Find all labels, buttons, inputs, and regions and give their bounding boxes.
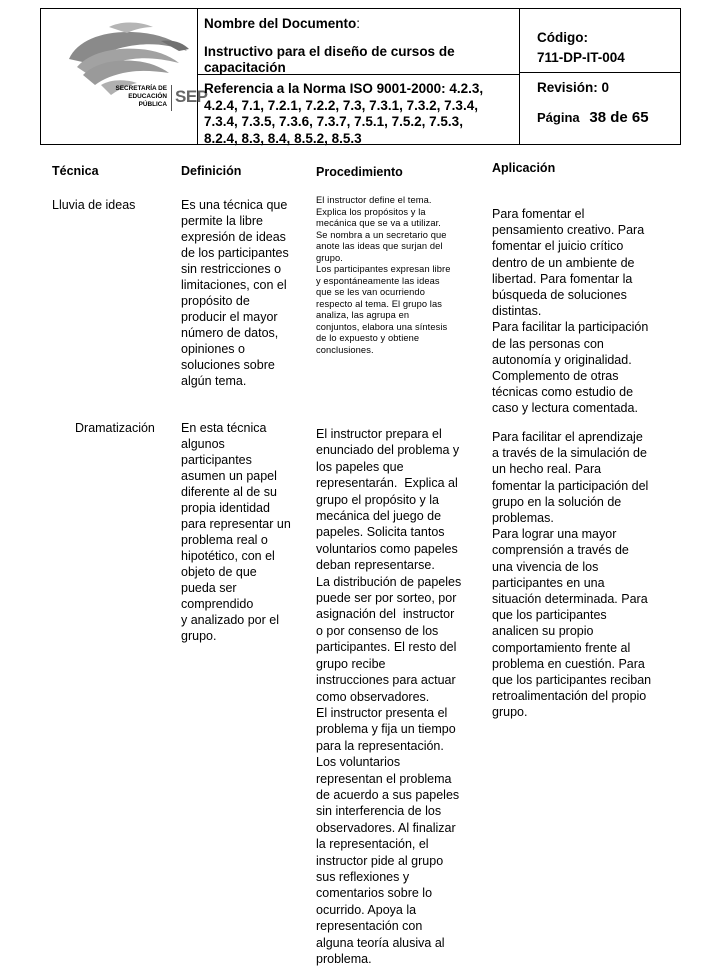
row-definicion xyxy=(181,197,289,389)
text-line: situación determinada. Para xyxy=(492,592,648,607)
doc-name-value: Instructivo para el diseño de cursos de xyxy=(204,44,455,59)
text-line: dentro de un ambiente de xyxy=(492,255,635,270)
text-line: grupo recibe xyxy=(316,656,386,671)
text-line: comportamiento frente al xyxy=(492,640,631,655)
text-line: sin restricciones o xyxy=(181,262,282,276)
text-line: problema y fija un tiempo xyxy=(316,722,456,737)
text-line: problemas. xyxy=(492,511,554,526)
text-line: o por consenso de los xyxy=(316,623,439,638)
text-line: alguna teoría alusiva al xyxy=(316,935,445,950)
row-aplicacion xyxy=(492,206,648,417)
text-line: comprensión a través de xyxy=(492,543,629,558)
text-line: diferente al de su xyxy=(181,485,277,499)
text-line: voluntarios como papeles xyxy=(316,541,458,556)
text-line: Para fomentar el xyxy=(492,207,585,221)
text-line: Para facilitar la participación xyxy=(492,320,649,335)
text-line: El instructor presenta el xyxy=(316,705,448,720)
page-label: Página xyxy=(537,110,580,125)
text-line: Se nombra a un secretario que xyxy=(316,229,447,240)
text-line: El instructor define el tema. xyxy=(316,195,432,205)
text-line: retroalimentación del propio xyxy=(492,689,647,704)
header-divider xyxy=(519,72,681,73)
text-line: grupo. xyxy=(316,252,343,263)
text-line: Los voluntarios xyxy=(316,755,401,770)
text-line: la representación, el xyxy=(316,837,429,852)
text-line: ocurrido. Apoya la xyxy=(316,902,417,917)
page-value: 38 de 65 xyxy=(589,109,649,126)
text-line: comprendido xyxy=(181,597,254,611)
text-line: participantes. El resto del xyxy=(316,640,457,655)
doc-name-value: capacitación xyxy=(204,60,286,75)
text-line: de acuerdo a sus papeles xyxy=(316,787,460,802)
text-line: El instructor prepara el xyxy=(316,427,442,441)
header-divider xyxy=(519,9,520,144)
text-line: instructor pide al grupo xyxy=(316,853,444,868)
text-line: puede ser por sorteo, por xyxy=(316,591,457,606)
text-line: Para facilitar el aprendizaje xyxy=(492,430,643,444)
text-line: producir el mayor xyxy=(181,310,278,324)
column-header-aplicacion: Aplicación xyxy=(492,161,556,175)
iso-reference: Referencia a la Norma ISO 9001-2000: 4.2.3, xyxy=(204,81,484,96)
text-line: de las personas con xyxy=(492,336,604,351)
logo-sep-text: SEP xyxy=(175,87,208,106)
text-line: sus reflexiones y xyxy=(316,869,410,884)
text-line: y espontáneamente las ideas xyxy=(316,275,440,286)
text-line: fomentar el juicio crítico xyxy=(492,239,624,254)
row-procedimiento xyxy=(316,426,461,967)
text-line: instrucciones para actuar xyxy=(316,673,456,688)
text-line: propósito de xyxy=(181,294,250,308)
text-line: La distribución de papeles xyxy=(316,574,462,589)
text-line: objeto de que xyxy=(181,565,257,579)
text-line: un hecho real. Para xyxy=(492,462,602,477)
eagle-emblem-icon xyxy=(49,19,199,137)
text-line: fomentar la participación del xyxy=(492,478,649,493)
text-line: hipotético, con el xyxy=(181,549,275,563)
doc-name-label: Nombre del Documento xyxy=(204,16,357,31)
text-line: número de datos, xyxy=(181,326,279,340)
text-line: limitaciones, con el xyxy=(181,278,287,292)
text-line: representan el problema xyxy=(316,771,452,786)
text-line: grupo el propósito y la xyxy=(316,492,439,507)
column-header-procedimiento: Procedimiento xyxy=(316,165,403,179)
logo-separator xyxy=(171,85,172,111)
text-line: grupo. xyxy=(492,705,528,720)
text-line: conclusiones. xyxy=(316,344,374,355)
iso-reference: 8.2.4, 8.3, 8.4, 8.5.2, 8.5.3 xyxy=(204,130,362,146)
text-line: enunciado del problema y xyxy=(316,443,460,458)
iso-reference: 4.2.4, 7.1, 7.2.1, 7.2.2, 7.3, 7.3.1, 7.3.2, 7.3.4, xyxy=(204,97,478,113)
text-line: participantes xyxy=(181,453,252,467)
text-line: anote las ideas que surjan del xyxy=(316,241,443,251)
text-line: algunos xyxy=(181,437,225,451)
code-label: Código: xyxy=(537,30,588,45)
text-line: Para lograr una mayor xyxy=(492,527,617,542)
logo-text: PÚBLICA xyxy=(138,101,167,108)
text-line: observadores. Al finalizar xyxy=(316,820,456,835)
text-line: y analizado por el xyxy=(181,613,279,627)
text-line: asumen un papel xyxy=(181,469,277,483)
text-line: Es una técnica que xyxy=(181,198,288,212)
sep-logo xyxy=(49,19,208,137)
text-line: los papeles que xyxy=(316,459,404,474)
text-line: analicen su propio xyxy=(492,624,594,639)
text-line: una vivencia de los xyxy=(492,559,599,574)
text-line: libertad. Para fomentar la xyxy=(492,271,633,286)
logo-text: EDUCACIÓN xyxy=(128,93,167,100)
text-line: mecánica del juego de xyxy=(316,509,442,524)
text-line: representarán. Explica al xyxy=(316,476,458,491)
text-line: deban representarse. xyxy=(316,558,435,573)
text-line: búsqueda de soluciones xyxy=(492,288,627,303)
text-line: asignación del instructor xyxy=(316,607,455,622)
text-line: algún tema. xyxy=(181,374,247,388)
text-line: que los participantes reciban xyxy=(492,673,652,688)
row-tecnica: Lluvia de ideas xyxy=(52,198,136,212)
text-line: autonomía y originalidad. xyxy=(492,352,632,367)
text-line: expresión de ideas xyxy=(181,230,286,244)
row-definicion xyxy=(181,420,291,644)
text-line: pensamiento creativo. Para xyxy=(492,223,645,238)
text-line: distintas. xyxy=(492,304,542,319)
text-line: como observadores. xyxy=(316,689,430,704)
text-line: analiza, las agrupa en xyxy=(316,310,410,320)
text-line: técnicas como estudio de xyxy=(492,385,634,400)
text-line: soluciones sobre xyxy=(181,358,275,372)
text-line: respecto al tema. El grupo las xyxy=(316,298,442,309)
text-line: de los participantes xyxy=(181,246,289,260)
document-header xyxy=(40,8,681,145)
text-line: grupo en la solución de xyxy=(492,494,622,509)
row-aplicacion xyxy=(492,429,651,721)
text-line: comentarios sobre lo xyxy=(316,886,433,901)
row-procedimiento xyxy=(316,195,450,356)
text-line: sin interferencia de los xyxy=(316,804,442,819)
code-value: 711-DP-IT-004 xyxy=(537,50,625,65)
row-tecnica: Dramatización xyxy=(75,421,155,435)
text-line: pueda ser xyxy=(181,581,237,595)
logo-text: SECRETARÍA DE xyxy=(115,85,167,92)
text-line: mecánica que se va a utilizar. xyxy=(316,218,441,228)
text-line: para representar un xyxy=(181,517,291,531)
iso-reference: 7.3.4, 7.3.5, 7.3.6, 7.3.7, 7.5.1, 7.5.2, 7.5.3, xyxy=(204,114,463,129)
column-header-tecnica: Técnica xyxy=(52,164,99,178)
text-line: a través de la simulación de xyxy=(492,446,647,461)
column-header-definicion: Definición xyxy=(181,164,242,178)
text-line: que se les van ocurriendo xyxy=(316,287,425,297)
text-line: problema en cuestión. Para xyxy=(492,656,645,671)
text-line: problema. xyxy=(316,952,372,966)
text-line: permite la libre xyxy=(181,214,263,228)
text-line: participantes en una xyxy=(492,575,605,590)
text-line: problema real o xyxy=(181,533,268,547)
text-line: caso y lectura comentada. xyxy=(492,401,638,416)
text-line: de lo expuesto y obtiene xyxy=(316,333,420,343)
text-line: grupo. xyxy=(181,629,217,643)
text-line: propia identidad xyxy=(181,501,270,515)
text-line: para la representación. xyxy=(316,738,444,753)
text-line: Los participantes expresan libre xyxy=(316,264,451,274)
doc-name-colon: : xyxy=(356,16,361,31)
text-line: En esta técnica xyxy=(181,421,267,435)
text-line: Complemento de otras xyxy=(492,369,619,384)
text-line: conjuntos, elabora una síntesis xyxy=(316,321,448,332)
revision: Revisión: 0 xyxy=(537,80,610,95)
text-line: Explica los propósitos y la xyxy=(316,206,426,217)
text-line: opiniones o xyxy=(181,342,245,356)
text-line: papeles. Solicita tantos xyxy=(316,525,445,540)
text-line: representación con xyxy=(316,919,423,934)
text-line: que los participantes xyxy=(492,608,607,623)
